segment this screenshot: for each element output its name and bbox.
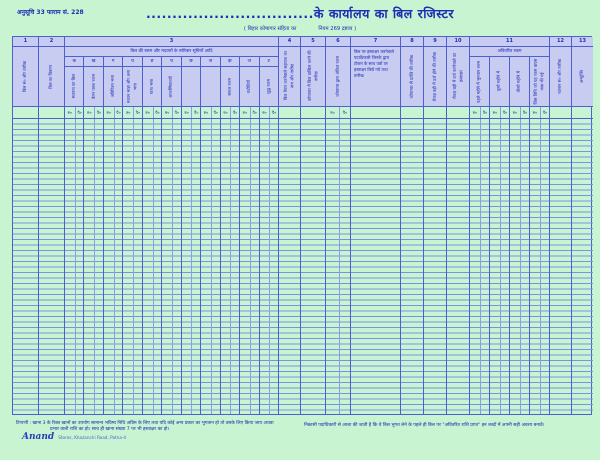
printer-address: Stores, Khazanchi Road, Patna-4 <box>58 435 127 440</box>
column-label: बिल सं० और तारीख <box>22 60 28 92</box>
column-group-bill-amount <box>65 37 279 414</box>
rupee-label: रु० <box>182 107 193 118</box>
sub-column-label: जिस तिथि को यह रकम वापस जमा की गई <box>533 58 545 105</box>
footnote-left-line1: टिप्पणी : खाना 3 के रिक्त खानों का उपयोग सामान्य भविष्य निधि अग्रिम के लिए तथा यदि कोई अन्य प्रकार का भुगतान हो तो उसके लिए किया जाय अथवा <box>16 421 274 426</box>
sub-column-letter: क <box>65 57 83 67</box>
undisbursed-sub-columns <box>470 57 549 414</box>
sub-column-letter: ज <box>201 57 219 67</box>
sub-column-label: मकान भाड़ा और अन्य भत्ता <box>126 69 138 104</box>
sub-column-label: शुद्ध रकम <box>265 79 271 94</box>
column-number: 11 <box>470 37 549 47</box>
rupee-label: रु० <box>104 107 115 118</box>
footnote-right: निकासी पदाधिकारी से आशा की जाती है कि वे बिल भुगत लेने के पहले ही बिल पर "अवितरित राशि प्राप्त" इन शब्दों में अपनी सही अवश्य बनावें। <box>304 423 545 428</box>
column-label: कोषागार द्वारा अंकित रकम <box>334 56 340 97</box>
rupee-label: रु० <box>470 107 481 118</box>
money-row <box>84 107 102 119</box>
column-body <box>260 119 278 414</box>
amount-sub-column <box>221 57 240 414</box>
paise-label: पै० <box>213 109 218 115</box>
rupee-label: रु० <box>326 107 340 118</box>
rupee-label: रु० <box>221 107 232 118</box>
paise-label: पै० <box>96 109 102 115</box>
rupee-label: रु० <box>530 107 541 118</box>
column-label: बिल का विवरण <box>48 64 54 89</box>
rupee-label: रु० <box>201 107 212 118</box>
column-bill-preparer <box>279 37 301 414</box>
column-body <box>65 119 83 414</box>
sub-column-letter: च <box>162 57 180 67</box>
sub-column-letter: ङ <box>143 57 161 67</box>
sub-column-letter: घ <box>123 57 141 67</box>
column-label: कोषागार में बिल दाखिल करने की तारीख <box>306 51 318 102</box>
column-number: 6 <box>326 37 350 47</box>
column-body <box>39 119 64 414</box>
paise-label: पै० <box>342 109 348 115</box>
money-row <box>470 107 489 119</box>
column-body <box>301 119 325 414</box>
column-body <box>104 119 122 414</box>
money-row <box>65 107 83 119</box>
paise-label: पै० <box>271 109 277 115</box>
column-number: 12 <box>550 37 571 47</box>
column-number: 2 <box>39 37 64 47</box>
undisbursed-sub-column <box>530 57 549 414</box>
amount-sub-column <box>182 57 201 414</box>
paise-label: पै० <box>155 109 160 115</box>
footnote-left-line2: प्रभार वाली राशि का हो। साथ ही खाना संख्या 7 पर भी हस्ताक्षर का हो। <box>50 427 170 433</box>
money-row <box>143 107 161 119</box>
sub-column-letter: ञ <box>240 57 258 67</box>
amount-sub-column <box>123 57 142 414</box>
column-body <box>201 119 219 414</box>
column-number: 10 <box>447 37 469 47</box>
column-treasury-noted-amount <box>326 37 351 414</box>
paise-label: पै० <box>233 109 238 115</box>
printer-imprint <box>22 432 126 442</box>
undisbursed-sub-column <box>510 57 530 414</box>
column-body <box>326 119 350 414</box>
column-number: 4 <box>279 37 300 47</box>
paise-label: पै० <box>174 109 180 115</box>
sub-column-letter: ख <box>84 57 102 67</box>
rupee-label: रु० <box>162 107 173 118</box>
column-number: 13 <box>572 37 593 47</box>
rupee-label: रु० <box>260 107 271 118</box>
sub-column-label: सकल रकम <box>226 77 232 96</box>
column-challan-no-date <box>550 37 572 414</box>
rupee-label: रु० <box>510 107 521 118</box>
column-body <box>470 119 489 414</box>
column-body <box>572 119 593 414</box>
column-body <box>550 119 571 414</box>
paise-label: पै० <box>77 109 82 115</box>
money-row-blank <box>351 107 400 119</box>
money-row-blank <box>572 107 593 119</box>
rupee-label: रु० <box>490 107 501 118</box>
undisbursed-sub-column <box>490 57 510 414</box>
sub-column-letter: छ <box>182 57 200 67</box>
column-body <box>490 119 509 414</box>
group-title: बिल की रकम और मदवारों के ब्योरेवार सूचियाँ आदि <box>65 47 278 57</box>
column-number: 8 <box>401 37 423 47</box>
column-body <box>447 119 469 414</box>
amount-sub-columns <box>65 57 278 414</box>
sub-column-letter: ग <box>104 57 122 67</box>
amount-sub-column <box>201 57 220 414</box>
paise-label: पै० <box>522 109 528 115</box>
sub-column-label: स्थापना का बिल <box>71 74 77 99</box>
undisbursed-sub-column <box>470 57 490 414</box>
sub-column-label: कटौतियाँ <box>246 79 252 94</box>
money-row <box>162 107 180 119</box>
column-body <box>182 119 200 414</box>
money-row <box>530 107 549 119</box>
column-remarks <box>572 37 593 414</box>
column-label: कोषागार से प्राप्ति की तारीख <box>408 54 414 99</box>
paise-label: पै० <box>135 109 141 115</box>
money-row <box>326 107 350 119</box>
column-body <box>123 119 141 414</box>
sub-column-label: तीसरे महीने में <box>516 70 522 93</box>
group-title: अवितरित रकम <box>470 47 549 57</box>
sub-column-label: आकस्मिकताएँ <box>168 75 174 98</box>
money-row-blank <box>447 107 469 119</box>
money-row-blank <box>550 107 571 119</box>
column-number: 3 <box>65 37 278 47</box>
page-title: ................................के कार्यालय का बिल रजिस्टर <box>145 6 455 21</box>
amount-sub-column <box>104 57 123 414</box>
column-signing-officer <box>351 37 401 414</box>
column-body <box>351 119 400 414</box>
sub-column-label: वेतन पत्रक रकम <box>90 73 96 100</box>
subtitle-right: नियम 269 द्रष्टव्य ) <box>318 26 357 32</box>
paise-label: पै० <box>502 109 508 115</box>
page-subtitle <box>0 24 600 32</box>
column-body <box>279 119 300 414</box>
amount-sub-column <box>65 57 84 414</box>
column-label: बिल पर हस्ताक्षर करनेवाले पदाधिकारी जिनके द्वारा टोकन के साथ पत्रों पर हस्ताक्षर किये गये तथा तारीख <box>354 49 394 79</box>
amount-sub-column <box>143 57 162 414</box>
amount-sub-column <box>162 57 181 414</box>
paise-label: पै० <box>252 109 257 115</box>
column-body <box>84 119 102 414</box>
sub-column-label: पहले महीने में भुगतान रकम <box>476 60 482 103</box>
rupee-label: रु० <box>84 107 95 118</box>
bill-register-table <box>12 36 592 415</box>
money-row-blank <box>279 107 300 119</box>
money-row <box>260 107 278 119</box>
printer-logo: Anand <box>22 432 55 442</box>
sub-column-letter: झ <box>221 57 239 67</box>
column-treasury-receipt-date <box>401 37 424 414</box>
column-label: रोकड़ बही में दर्ज होने की तारीख <box>431 51 437 102</box>
rupee-label: रु० <box>143 107 154 118</box>
column-body <box>162 119 180 414</box>
paise-label: पै० <box>482 109 488 115</box>
rupee-label: रु० <box>65 107 76 118</box>
sub-column-label: अतिरिक्त भत्ता <box>109 75 115 98</box>
column-bill-description <box>39 37 65 414</box>
money-row-blank <box>401 107 423 119</box>
column-treasury-presentation-date <box>301 37 326 414</box>
column-group-undisbursed-amount <box>470 37 550 414</box>
amount-sub-column <box>84 57 103 414</box>
money-row <box>182 107 200 119</box>
amount-sub-column <box>240 57 259 414</box>
money-row-blank <box>301 107 325 119</box>
column-number: 9 <box>424 37 446 47</box>
money-row-blank <box>39 107 64 119</box>
money-row <box>221 107 239 119</box>
column-body <box>401 119 423 414</box>
column-label: चालान सं० और तारीख <box>557 59 563 94</box>
paise-label: पै० <box>116 109 121 115</box>
column-body <box>143 119 161 414</box>
money-row-blank <box>424 107 446 119</box>
column-bill-no-date <box>13 37 39 414</box>
money-row-blank <box>13 107 38 119</box>
column-number: 1 <box>13 37 38 47</box>
sub-column-label: दूसरे महीने में <box>496 71 502 92</box>
form-number: अनुसूचि 33 फाराम सं. 228 <box>17 9 84 16</box>
column-number: 5 <box>301 37 325 47</box>
subtitle-left: ( बिहार कोषागार संहिता का <box>243 26 297 32</box>
sub-column-label: यात्रा भत्ता <box>148 78 154 95</box>
money-row <box>490 107 509 119</box>
column-body <box>530 119 549 414</box>
column-body <box>510 119 529 414</box>
sub-column-letter: ट <box>260 57 278 67</box>
rupee-label: रु० <box>240 107 251 118</box>
paise-label: पै० <box>194 109 199 115</box>
money-row <box>201 107 219 119</box>
column-cashbook-signature <box>447 37 470 414</box>
column-label: रोकड़ बही में दर्ज करनेवाले का हस्ताक्षर <box>451 53 463 100</box>
money-row <box>240 107 258 119</box>
amount-sub-column <box>260 57 278 414</box>
column-label: बिल तैयार करनेवाले सहायक का नाम और तारीख <box>283 52 295 101</box>
column-number: 7 <box>351 37 400 47</box>
column-body <box>13 119 38 414</box>
paise-label: पै० <box>542 109 548 115</box>
money-row <box>123 107 141 119</box>
column-body <box>240 119 258 414</box>
column-body <box>424 119 446 414</box>
column-body <box>221 119 239 414</box>
money-row <box>104 107 122 119</box>
column-label: अभ्युक्ति <box>579 69 585 84</box>
money-row <box>510 107 529 119</box>
column-cashbook-entry-date <box>424 37 447 414</box>
rupee-label: रु० <box>123 107 134 118</box>
